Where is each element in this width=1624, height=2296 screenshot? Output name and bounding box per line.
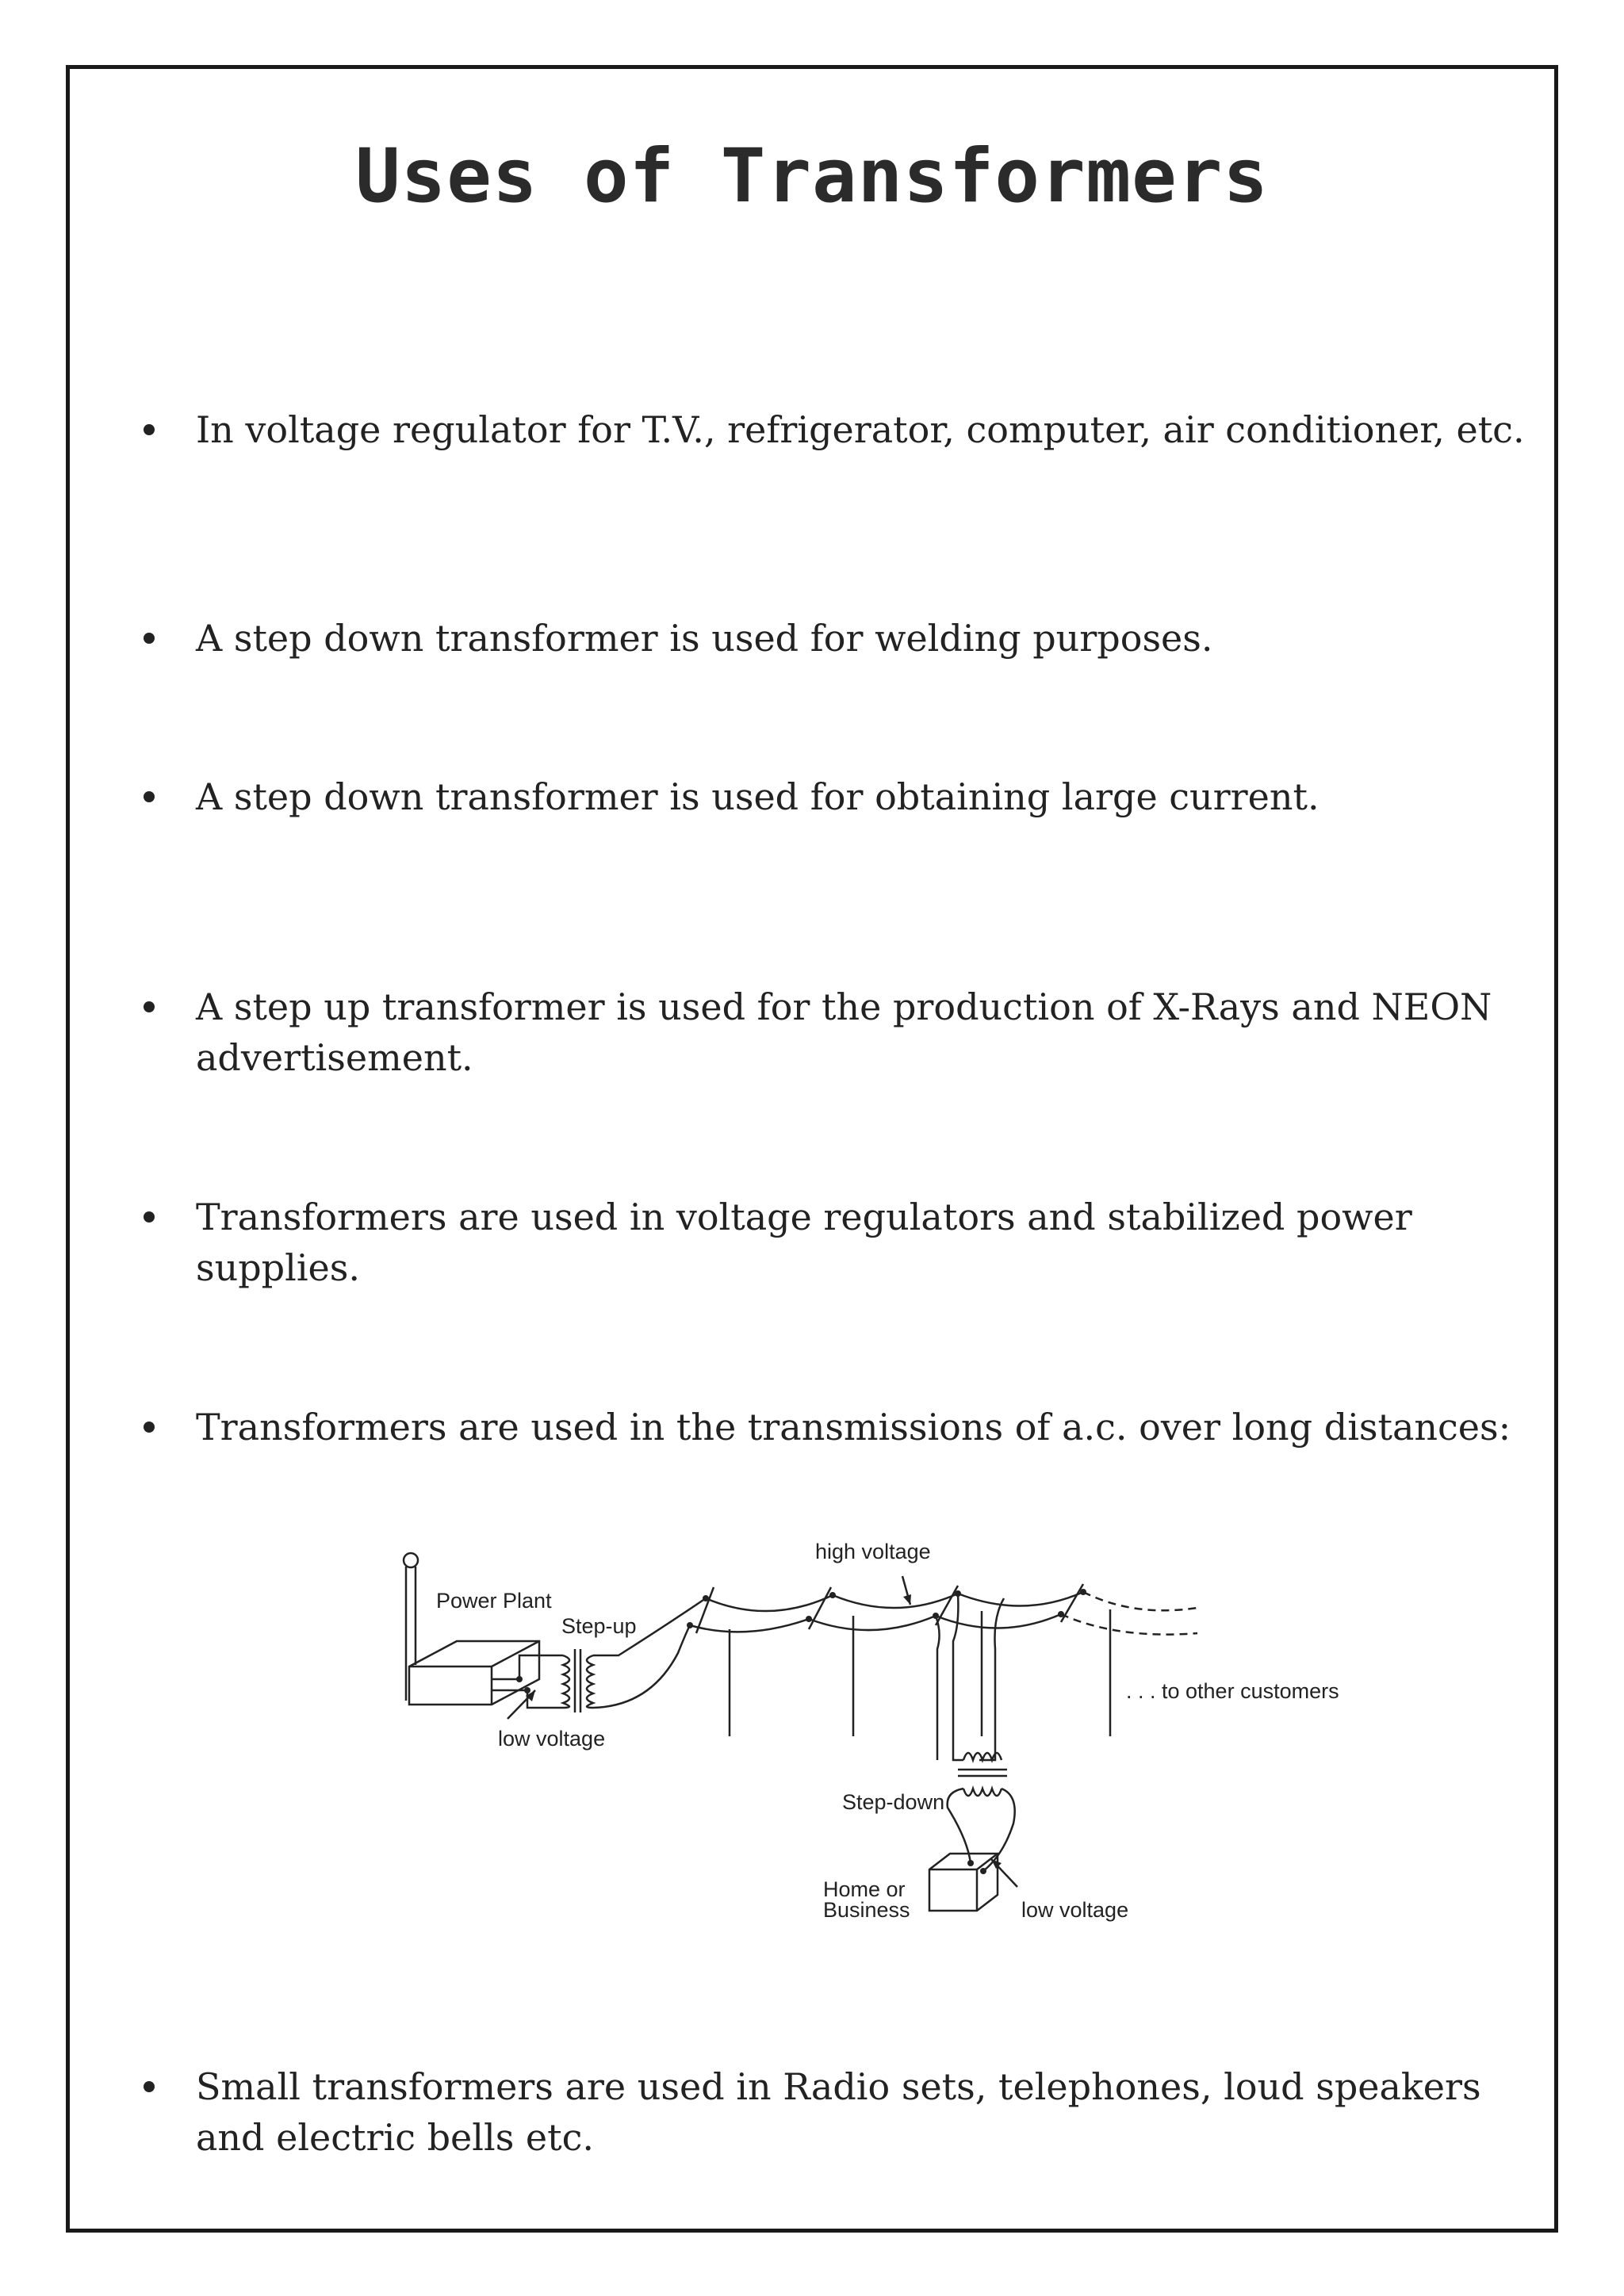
other-customers-label: . . . to other customers (1126, 1679, 1339, 1703)
bullet-icon (144, 424, 155, 435)
bullet-icon (144, 1422, 155, 1433)
home-label-line2: Business (823, 1898, 910, 1922)
bullet-icon (144, 1001, 155, 1012)
bullet-icon (144, 633, 155, 644)
bullet-icon (144, 2081, 155, 2092)
list-item-text: Transformers are used in voltage regulators and stabilized power supplies. (196, 1196, 1412, 1289)
page-title: Uses of Transformers (355, 133, 1269, 220)
high-voltage-label: high voltage (815, 1540, 931, 1563)
home-label-line1: Home or (823, 1877, 906, 1901)
bullet-icon (144, 1211, 155, 1223)
step-up-label: Step-up (561, 1614, 637, 1638)
low-voltage-label: low voltage (498, 1727, 606, 1751)
power-transmission-diagram (381, 1522, 1364, 1966)
list-item-text: Small transformers are used in Radio sets, telephones, loud speakers and electric bells etc. (196, 2065, 1481, 2159)
low-voltage-home-label: low voltage (1021, 1898, 1129, 1922)
list-item-text: A step up transformer is used for the production of X-Rays and NEON advertisement. (196, 985, 1492, 1079)
list-item-text: Transformers are used in the transmissions of a.c. over long distances: (196, 1406, 1511, 1448)
bullet-icon (144, 791, 155, 802)
list-item-text: A step down transformer is used for welding purposes. (196, 617, 1213, 660)
list-item-text: In voltage regulator for T.V., refrigerator, computer, air conditioner, etc. (196, 408, 1525, 451)
step-down-label: Step-down (842, 1790, 945, 1814)
power-plant-label: Power Plant (436, 1589, 552, 1613)
list-item-text: A step down transformer is used for obtaining large current. (196, 775, 1320, 818)
